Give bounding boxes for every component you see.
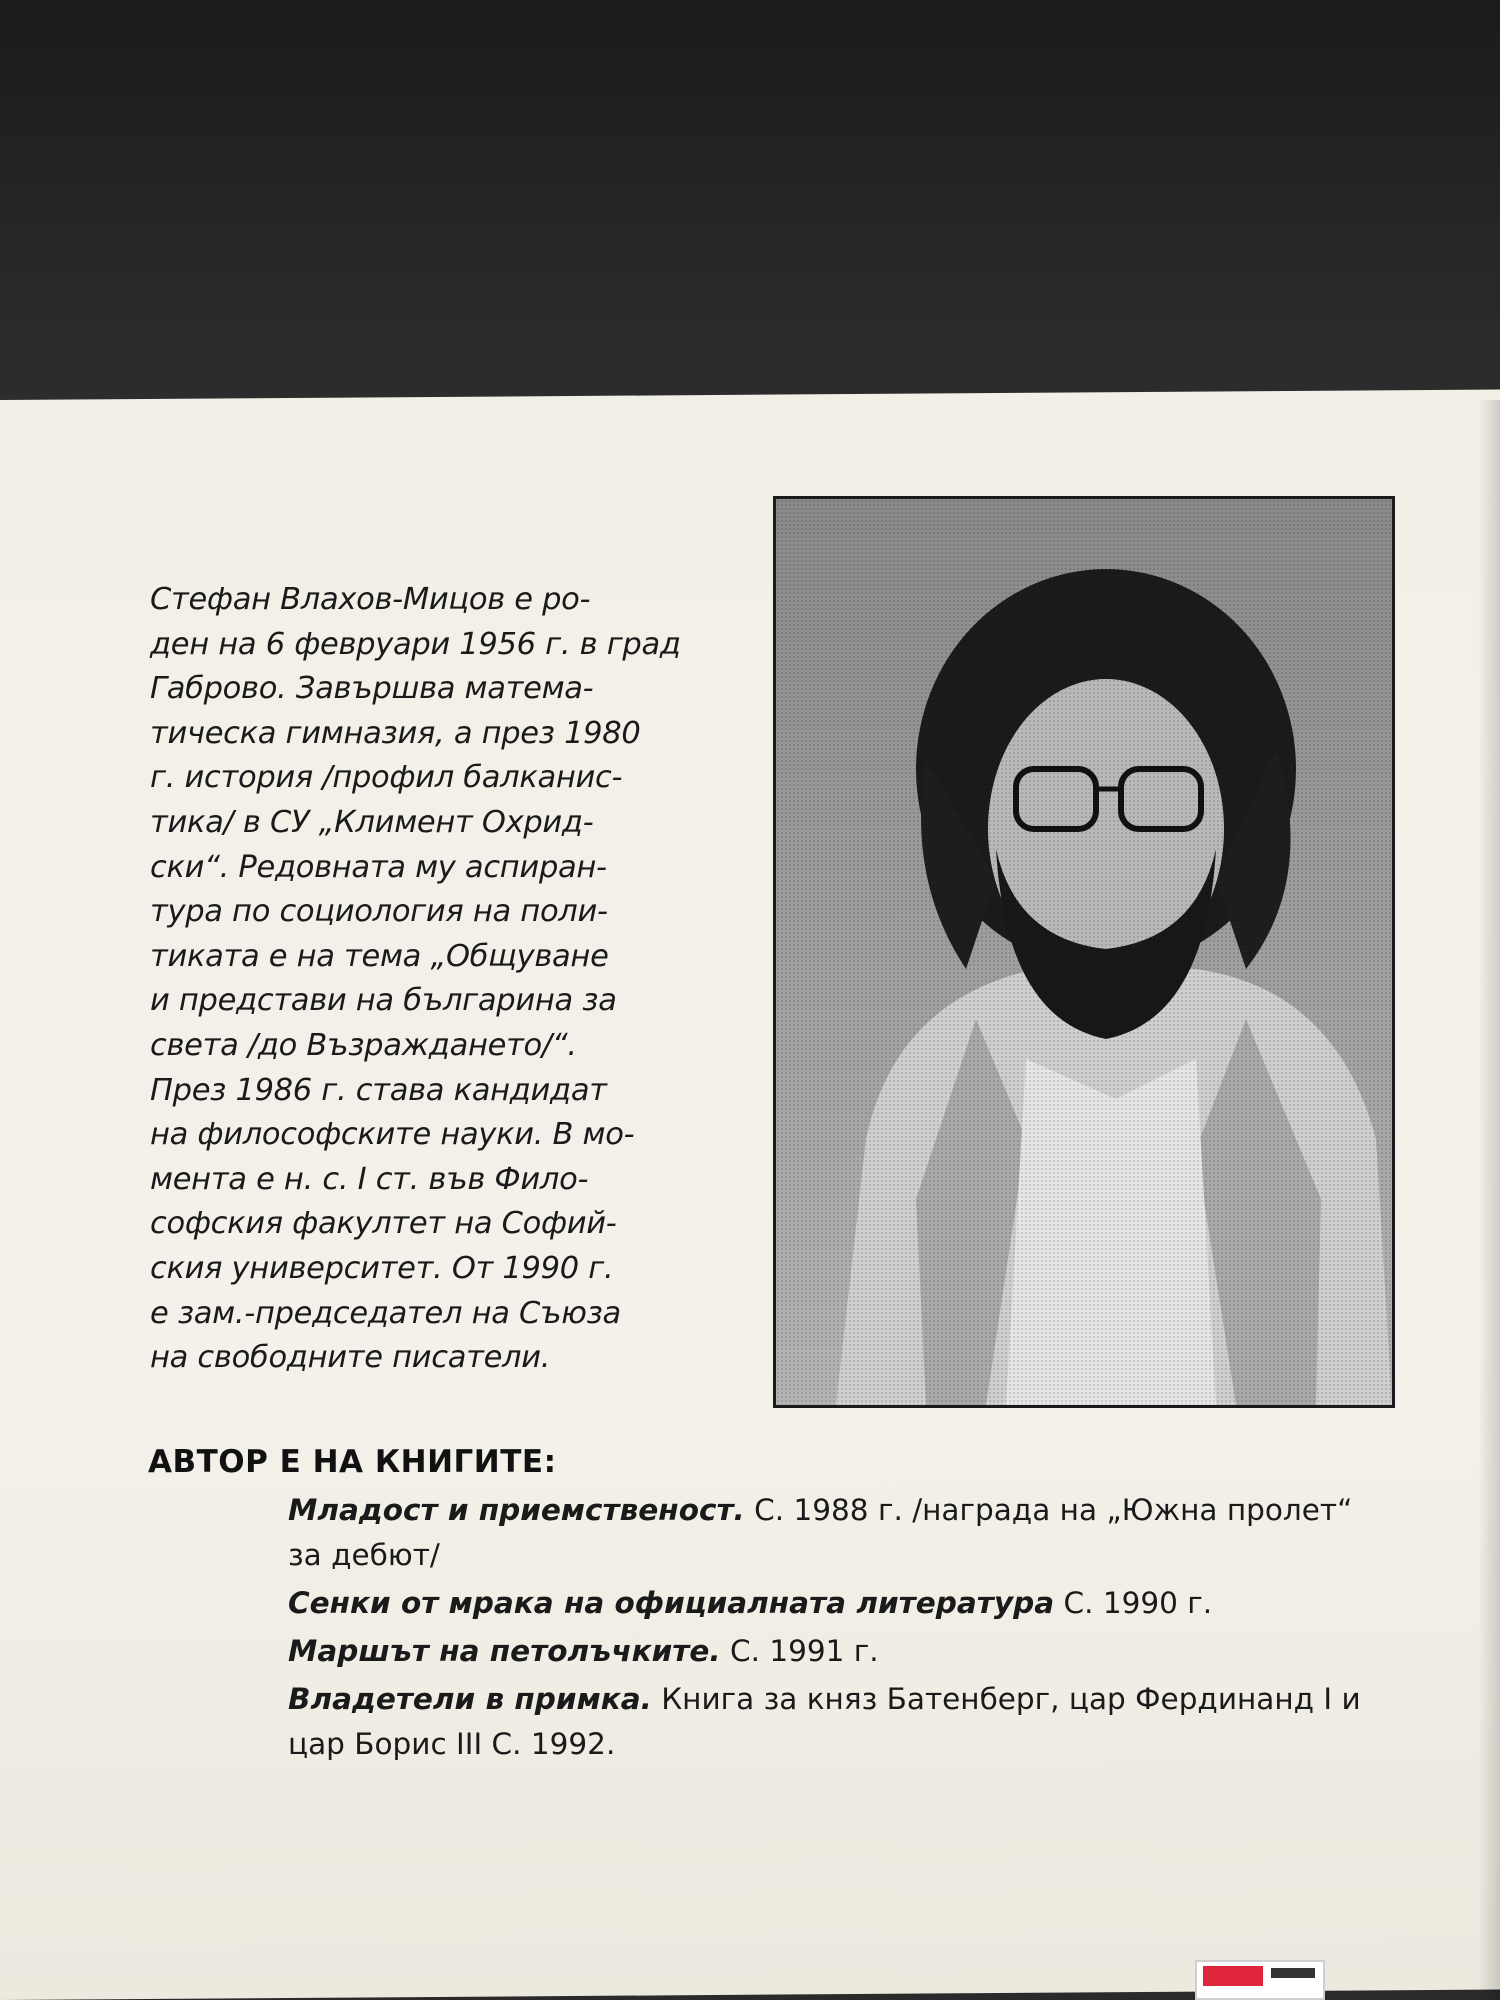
bio-line: ския университет. От 1990 г. xyxy=(150,1250,614,1286)
bio-line: тиката е на тема „Общуване xyxy=(150,938,609,974)
bio-line: мента е н. с. I ст. във Фило- xyxy=(150,1161,589,1197)
book-details: С. 1988 г. /награда на „Южна пролет“ за дебют/ xyxy=(288,1493,1353,1572)
book-entry xyxy=(288,1581,1368,1626)
bio-line: света /до Възраждането/“. xyxy=(150,1027,577,1063)
bio-line: Стефан Влахов-Мицов е ро- xyxy=(150,582,591,617)
bio-line: г. история /профил балканис- xyxy=(150,760,623,796)
book-title: Сенки от мрака на официалната литература xyxy=(288,1586,1055,1620)
bio-line: тика/ в СУ „Климент Охрид- xyxy=(150,804,594,840)
price-sticker xyxy=(1195,1960,1325,2000)
bio-line: и представи на българина за xyxy=(150,983,617,1019)
bio-line: е зам.-председател на Съюза xyxy=(150,1295,621,1331)
sticker-barcode xyxy=(1271,1968,1315,1978)
author-portrait-photo xyxy=(773,496,1395,1408)
author-biography xyxy=(150,578,710,1381)
bio-line: тура по социология на поли- xyxy=(150,894,608,930)
book-details: Книга за княз Батенберг, цар Фердинанд I и цар Борис III С. 1992. xyxy=(288,1682,1361,1761)
book-details: С. 1991 г. xyxy=(729,1634,879,1668)
book-title: Младост и приемственост. xyxy=(288,1493,745,1527)
sticker-red-label xyxy=(1203,1966,1263,1986)
bio-line: ден на 6 февруари 1956 г. в град xyxy=(150,626,681,662)
book-title: Владетели в примка. xyxy=(288,1682,652,1716)
book-details: С. 1990 г. xyxy=(1063,1586,1213,1620)
page-edge-shadow xyxy=(1478,400,1500,2000)
book-entry xyxy=(288,1677,1368,1767)
bio-line: тическа гимназия, а през 1980 xyxy=(150,715,641,751)
bio-line: на свободните писатели. xyxy=(150,1340,551,1376)
dark-cover-band xyxy=(0,0,1500,430)
bio-line: ски“. Редовната му аспиран- xyxy=(150,849,607,885)
book-entry xyxy=(288,1488,1368,1578)
book-list xyxy=(288,1488,1368,1770)
books-heading: АВТОР Е НА КНИГИТЕ: xyxy=(148,1444,557,1480)
bio-line: През 1986 г. става кандидат xyxy=(150,1072,607,1108)
bio-line: Габрово. Завършва матема- xyxy=(150,671,594,707)
bio-line: софския факултет на Софий- xyxy=(150,1206,617,1242)
bio-line: на философските науки. В мо- xyxy=(150,1117,635,1153)
book-entry xyxy=(288,1629,1368,1674)
book-title: Маршът на петолъчките. xyxy=(288,1634,721,1668)
